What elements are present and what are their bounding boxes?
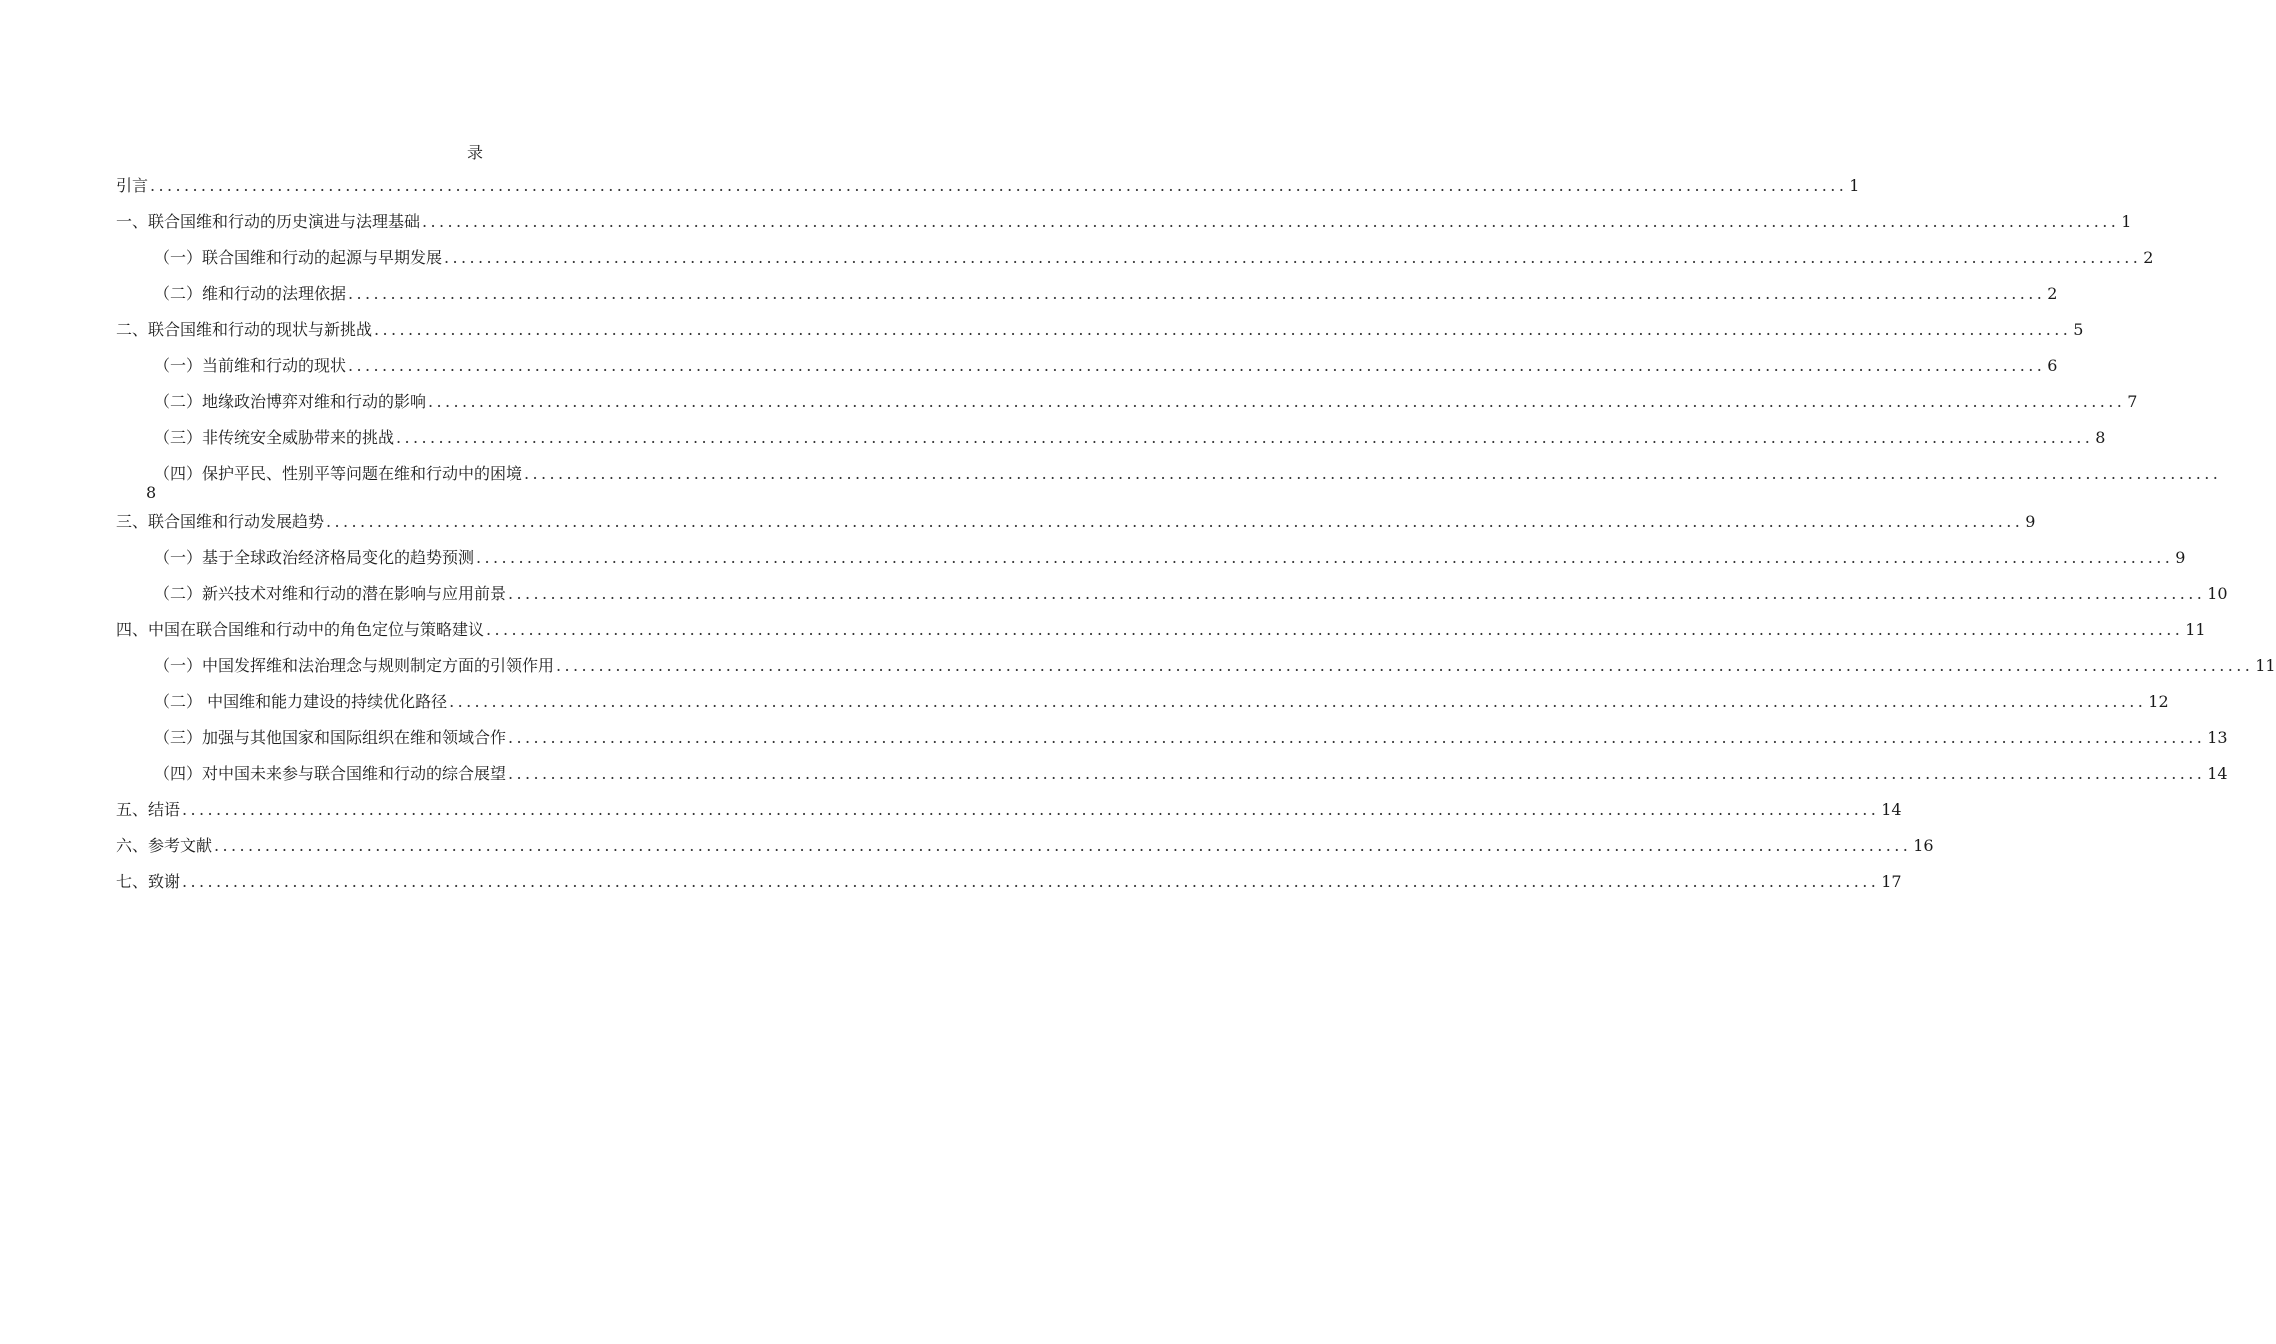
leader-dots: ........................................................................................................................................................................................................ [422, 212, 2120, 231]
toc-entry[interactable] [116, 576, 2228, 612]
toc-entry-page: 2 [2047, 284, 2058, 303]
toc-entry-label: （四）对中国未来参与联合国维和行动的综合展望 [154, 764, 507, 783]
toc-entry-label: （二）地缘政治博弈对维和行动的影响 [154, 392, 427, 411]
toc-entry[interactable] [116, 828, 1934, 864]
toc-entry[interactable] [116, 420, 2106, 456]
toc-entry-label: （一）中国发挥维和法治理念与规则制定方面的引领作用 [154, 656, 555, 675]
toc-entry-page: 11 [2255, 656, 2276, 675]
toc-entry[interactable] [116, 684, 2169, 720]
toc-entry-label: 一、联合国维和行动的历史演进与法理基础 [116, 212, 421, 231]
toc-entry[interactable] [116, 276, 2058, 312]
toc-entry-page: 17 [1881, 872, 1902, 891]
toc-entry[interactable] [116, 504, 2036, 540]
table-of-contents [116, 168, 2276, 900]
toc-entry[interactable] [116, 792, 1902, 828]
toc-entry[interactable] [116, 168, 1860, 204]
leader-dots: ........................................................................................................................................................................................................ [182, 872, 1880, 891]
toc-entry-label: （四）保护平民、性别平等问题在维和行动中的困境 [154, 464, 523, 483]
leader-dots: ........................................................................................................................................................................................................ [428, 392, 2126, 411]
toc-entry-page: 14 [1881, 800, 1902, 819]
toc-entry[interactable] [116, 456, 2222, 504]
toc-entry-label: 五、结语 [116, 800, 181, 819]
toc-entry-page: 7 [2127, 392, 2138, 411]
toc-entry-label: （三）加强与其他国家和国际组织在维和领域合作 [154, 728, 507, 747]
toc-entry-page: 11 [2185, 620, 2206, 639]
toc-entry-page: 1 [2121, 212, 2132, 231]
leader-dots: ........................................................................................................................................................................................................ [374, 320, 2072, 339]
toc-entry[interactable] [116, 720, 2228, 756]
toc-entry-page: 6 [2047, 356, 2058, 375]
toc-entry[interactable] [116, 756, 2228, 792]
leader-dots: ........................................................................................................................................................................................................ [449, 692, 2147, 711]
toc-entry-page: 2 [2143, 248, 2154, 267]
toc-entry-label: （一）联合国维和行动的起源与早期发展 [154, 248, 443, 267]
toc-entry-page: 8 [2095, 428, 2106, 447]
leader-dots: ........................................................................................................................................................................................................ [508, 728, 2206, 747]
leader-dots: ........................................................................................................................................................................................................ [326, 512, 2024, 531]
toc-entry[interactable] [116, 204, 2132, 240]
leader-dots: ........................................................................................................................................................................................................ [214, 836, 1912, 855]
toc-entry[interactable] [116, 240, 2154, 276]
toc-entry-page: 1 [1849, 176, 1860, 195]
leader-dots: ........................................................................................................................................................................................................ [476, 548, 2174, 567]
toc-entry[interactable] [116, 348, 2058, 384]
toc-entry-page: 10 [2207, 584, 2228, 603]
toc-entry[interactable] [116, 540, 2186, 576]
leader-dots: ........................................................................................................................................................................................................ [486, 620, 2184, 639]
leader-dots: ........................................................................................................................................................................................................ [508, 764, 2206, 783]
leader-dots: ........................................................................................................................................................................................................ [182, 800, 1880, 819]
toc-entry-page: 9 [2175, 548, 2186, 567]
leader-dots: ........................................................................................................................................................................................................ [348, 356, 2046, 375]
toc-entry[interactable] [116, 312, 2084, 348]
toc-entry-label: （三）非传统安全威胁带来的挑战 [154, 428, 395, 447]
leader-dots: ........................................................................................................................................................................................................ [348, 284, 2046, 303]
toc-entry-label: （二） 中国维和能力建设的持续优化路径 [154, 692, 448, 711]
toc-entry[interactable] [116, 864, 1902, 900]
toc-entry-label: 四、中国在联合国维和行动中的角色定位与策略建议 [116, 620, 485, 639]
toc-entry-label: 六、参考文献 [116, 836, 213, 855]
toc-entry-page: 12 [2148, 692, 2169, 711]
toc-entry-label: 七、致谢 [116, 872, 181, 891]
leader-dots: ........................................................................................................................................................................................................ [396, 428, 2094, 447]
toc-entry-label: 引言 [116, 176, 149, 195]
leader-dots: ........................................................................................................................................................................................................ [556, 656, 2254, 675]
toc-entry[interactable] [116, 612, 2206, 648]
toc-entry-label: 二、联合国维和行动的现状与新挑战 [116, 320, 373, 339]
toc-entry-label: （一）基于全球政治经济格局变化的趋势预测 [154, 548, 475, 567]
leader-dots: ........................................................................................................................................................................................................ [508, 584, 2206, 603]
leader-dots: ........................................................................................................................................................................................................ [444, 248, 2142, 267]
toc-entry-label: （一）当前维和行动的现状 [154, 356, 347, 375]
toc-entry-page: 8 [146, 483, 157, 502]
toc-entry-label: 三、联合国维和行动发展趋势 [116, 512, 325, 531]
toc-entry-page: 14 [2207, 764, 2228, 783]
toc-entry-page: 16 [1913, 836, 1934, 855]
leader-dots: ........................................................................................................................................................................................................ [150, 176, 1848, 195]
leader-dots: ........................................................................................................................................................................................................ [524, 464, 2222, 483]
toc-entry-page: 13 [2207, 728, 2228, 747]
toc-entry-page: 5 [2073, 320, 2084, 339]
toc-entry[interactable] [116, 384, 2138, 420]
toc-entry-label: （二）维和行动的法理依据 [154, 284, 347, 303]
toc-entry-page: 9 [2025, 512, 2036, 531]
toc-entry[interactable] [116, 648, 2276, 684]
toc-entry-label: （二）新兴技术对维和行动的潜在影响与应用前景 [154, 584, 507, 603]
toc-title: 录 [466, 143, 483, 162]
